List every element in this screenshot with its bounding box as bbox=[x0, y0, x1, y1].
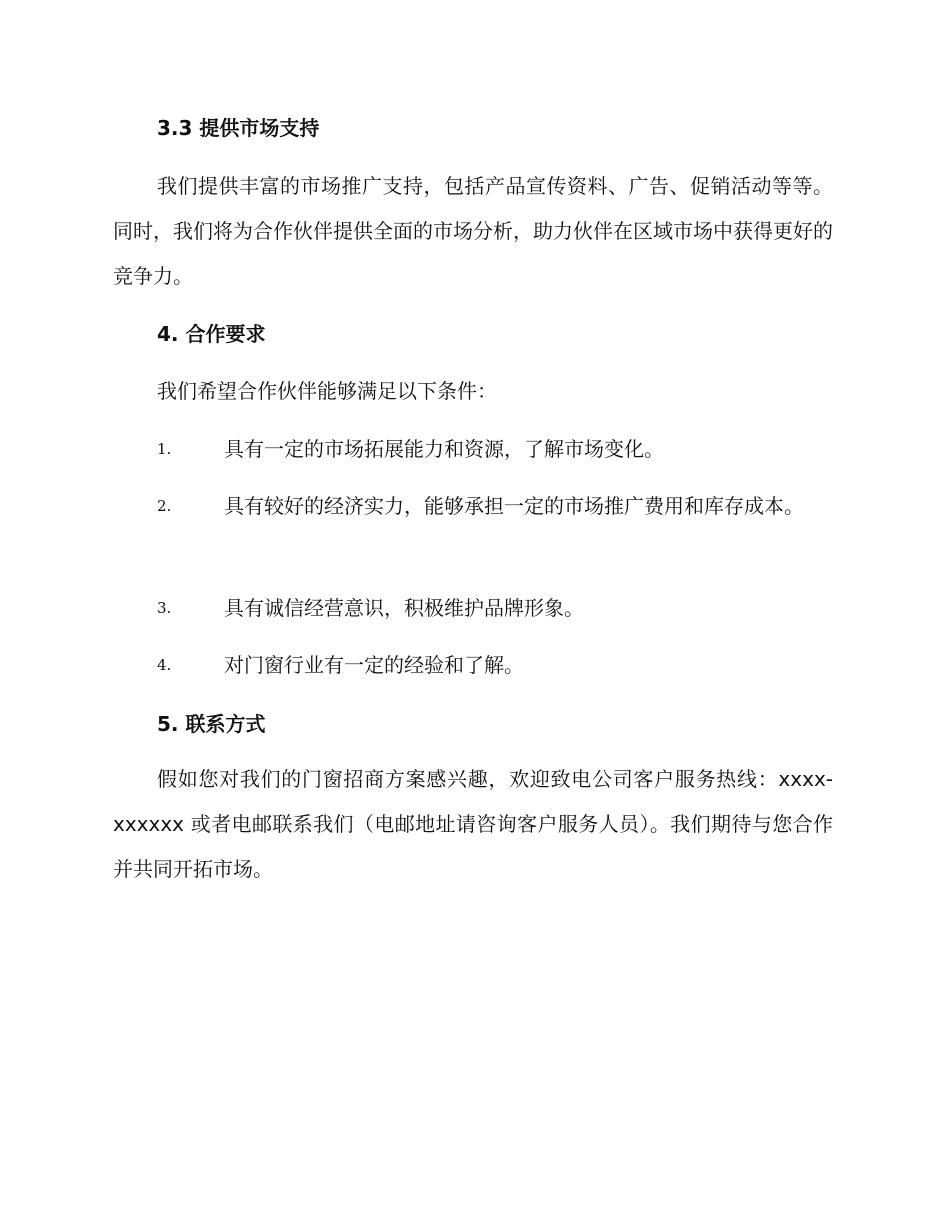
section-3-3-paragraph: 我们提供丰富的市场推广支持，包括产品宣传资料、广告、促销活动等等。同时，我们将为合作伙伴提供全面的市场分析，助力伙伴在区域市场中获得更好的竞争力。 bbox=[113, 174, 833, 288]
section-5-paragraph: 假如您对我们的门窗招商方案感兴趣，欢迎致电公司客户服务热线：xxxx-xxxxxx 或者电邮联系我们（电邮地址请咨询客户服务人员）。我们期待与您合作并共同开拓市场。 bbox=[113, 767, 833, 881]
requirement-item-1 bbox=[113, 435, 833, 480]
list-number: 1. bbox=[157, 440, 172, 458]
requirement-item-3 bbox=[113, 594, 833, 639]
list-number: 4. bbox=[157, 656, 172, 674]
list-item-text: 具有一定的市场拓展能力和资源，了解市场变化。 bbox=[224, 437, 664, 461]
requirement-item-2 bbox=[113, 492, 833, 537]
requirement-item-4 bbox=[113, 651, 833, 696]
section-4-heading: 4. 合作要求 bbox=[157, 322, 266, 346]
list-number: 3. bbox=[157, 599, 172, 617]
list-item-text: 对门窗行业有一定的经验和了解。 bbox=[224, 653, 524, 677]
section-4-intro: 我们希望合作伙伴能够满足以下条件： bbox=[157, 379, 497, 403]
section-5-heading: 5. 联系方式 bbox=[157, 712, 266, 736]
list-item-text: 具有较好的经济实力，能够承担一定的市场推广费用和库存成本。 bbox=[224, 494, 804, 518]
section-3-3-heading: 3.3 提供市场支持 bbox=[157, 116, 320, 140]
list-number: 2. bbox=[157, 497, 172, 515]
list-item-text: 具有诚信经营意识，积极维护品牌形象。 bbox=[224, 596, 584, 620]
